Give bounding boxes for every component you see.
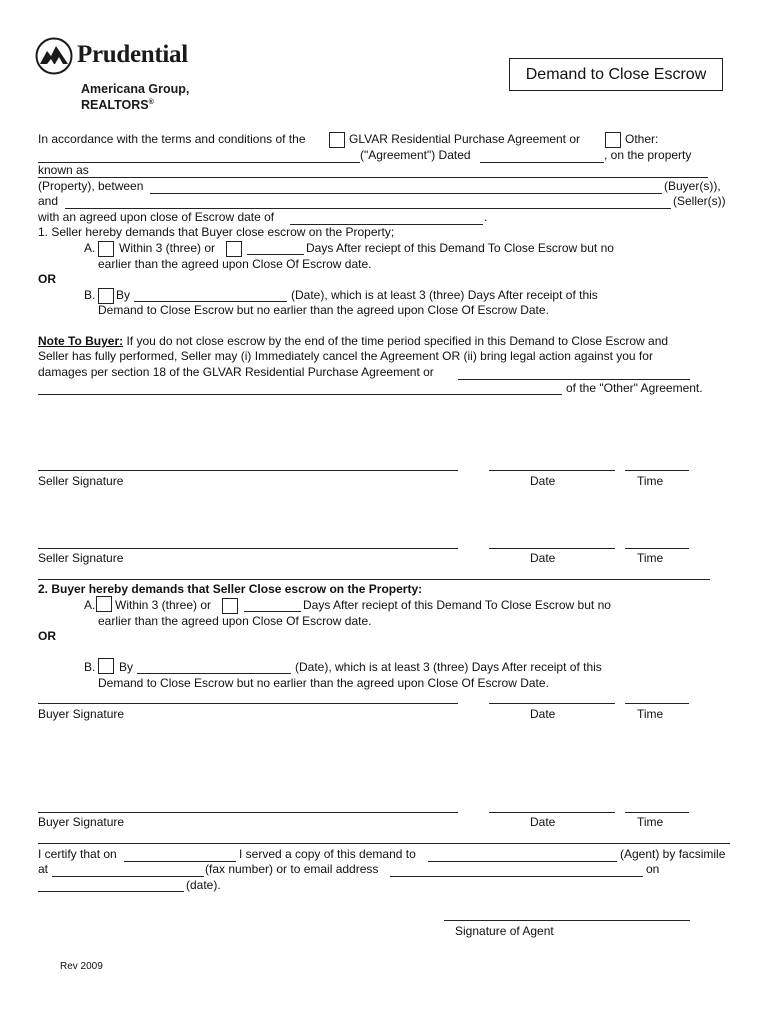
seller-time-line-2[interactable]: [625, 548, 689, 549]
buyer-signature-line-1[interactable]: [38, 703, 458, 704]
s2-a-days: Days After reciept of this Demand To Close Escrow but no: [303, 598, 611, 612]
buyer-date-label-1: Date: [530, 707, 556, 721]
note-line-3: damages per section 18 of the GLVAR Residential Purchase Agreement or: [38, 365, 434, 379]
note-line-2: Seller has fully performed, Seller may (i) Immediately cancel the Agreement OR (ii) bring legal action against you for: [38, 349, 653, 363]
sellers-field[interactable]: [65, 208, 671, 209]
known-as-label: known as: [38, 163, 89, 177]
buyer-signature-label-2: Buyer Signature: [38, 815, 125, 829]
seller-time-label-2: Time: [637, 551, 664, 565]
note-line-4: of the "Other" Agreement.: [566, 381, 703, 395]
section-divider: [38, 579, 710, 580]
s1-a-checkbox[interactable]: [98, 241, 114, 257]
form-title-box: [509, 58, 723, 91]
s1-or: OR: [38, 272, 56, 286]
glvar-label: GLVAR Residential Purchase Agreement or: [349, 132, 581, 146]
certify-l1c: (Agent) by facsimile: [620, 847, 726, 861]
section2-heading: 2. Buyer hereby demands that Seller Close escrow on the Property:: [38, 582, 423, 596]
s2-b-demand: Demand to Close Escrow but no earlier than the agreed upon Close Of Escrow Date.: [98, 676, 549, 690]
s1-b-date: (Date), which is at least 3 (three) Days After receipt of this: [291, 288, 598, 302]
s1-b-date-field[interactable]: [134, 301, 287, 302]
buyer-date-label-2: Date: [530, 815, 556, 829]
and-label: and: [38, 194, 59, 208]
s2-b-checkbox[interactable]: [98, 658, 114, 674]
revision-label: Rev 2009: [60, 961, 103, 972]
s2-b-date: (Date), which is at least 3 (three) Days After receipt of this: [295, 660, 602, 674]
buyer-signature-line-2[interactable]: [38, 812, 458, 813]
property-field[interactable]: [38, 177, 708, 178]
s2-a-within: Within 3 (three) or: [115, 598, 212, 612]
certify-l3: (date).: [186, 878, 221, 892]
property-between-label: (Property), between: [38, 179, 144, 193]
s1-a-days: Days After reciept of this Demand To Close Escrow but no: [306, 241, 614, 255]
s1-b-demand: Demand to Close Escrow but no earlier than the agreed upon Close Of Escrow Date.: [98, 303, 549, 317]
s2-a-checkbox[interactable]: [96, 596, 112, 612]
buyer-signature-label-1: Buyer Signature: [38, 707, 125, 721]
agreement-date-field[interactable]: [480, 162, 604, 163]
certify-l1b: I served a copy of this demand to: [239, 847, 416, 861]
note-other-field-1[interactable]: [458, 379, 690, 380]
intro-line-1: In accordance with the terms and conditions of the: [38, 132, 306, 146]
s2-a-earlier: earlier than the agreed upon Close Of Escrow date.: [98, 614, 372, 628]
s1-a-days-field[interactable]: [247, 254, 304, 255]
buyer-time-label-2: Time: [637, 815, 664, 829]
s1-b-label: B.: [84, 288, 96, 302]
seller-time-line-1[interactable]: [625, 470, 689, 471]
buyer-date-line-2[interactable]: [489, 812, 615, 813]
seller-signature-label-1: Seller Signature: [38, 474, 124, 488]
seller-signature-line-1[interactable]: [38, 470, 458, 471]
buyers-field[interactable]: [150, 193, 662, 194]
other-label: Other:: [625, 132, 659, 146]
s2-b-label: B.: [84, 660, 96, 674]
certify-l2c: on: [646, 862, 660, 876]
s1-a-within: Within 3 (three) or: [119, 241, 216, 255]
brand-name: Prudential: [77, 41, 188, 68]
on-property-label: , on the property: [604, 148, 692, 162]
s2-a-label: A.: [84, 598, 96, 612]
s1-a-earlier: earlier than the agreed upon Close Of Escrow date.: [98, 257, 372, 271]
buyer-time-line-2[interactable]: [625, 812, 689, 813]
email-field[interactable]: [390, 876, 643, 877]
certify-final-date-field[interactable]: [38, 891, 184, 892]
prudential-rock-logo: [35, 37, 73, 75]
certify-l2b: (fax number) or to email address: [205, 862, 379, 876]
s2-a-days-checkbox[interactable]: [222, 598, 238, 614]
agreement-dated-label: ("Agreement") Dated: [360, 148, 471, 162]
seller-date-line-1[interactable]: [489, 470, 615, 471]
agent-signature-label: Signature of Agent: [455, 924, 554, 938]
company-name: Americana Group,: [81, 82, 190, 96]
period: .: [484, 210, 488, 224]
s1-b-checkbox[interactable]: [98, 288, 114, 304]
fax-number-field[interactable]: [52, 876, 204, 877]
note-other-field-2[interactable]: [38, 394, 562, 395]
s2-or: OR: [38, 629, 56, 643]
seller-signature-label-2: Seller Signature: [38, 551, 124, 565]
other-checkbox[interactable]: [605, 132, 621, 148]
close-date-label: with an agreed upon close of Escrow date of: [38, 210, 275, 224]
seller-time-label-1: Time: [637, 474, 664, 488]
agent-signature-line[interactable]: [444, 920, 690, 921]
seller-date-line-2[interactable]: [489, 548, 615, 549]
s2-b-date-field[interactable]: [137, 673, 291, 674]
realtors-label: REALTORS®: [81, 98, 154, 112]
certify-l2a: at: [38, 862, 49, 876]
seller-date-label-2: Date: [530, 551, 556, 565]
s2-a-days-field[interactable]: [244, 611, 301, 612]
buyer-date-line-1[interactable]: [489, 703, 615, 704]
glvar-checkbox[interactable]: [329, 132, 345, 148]
buyer-time-label-1: Time: [637, 707, 664, 721]
certify-served-to-field[interactable]: [428, 861, 617, 862]
note-line-1: Note To Buyer: If you do not close escrow by the end of the time period specified in this Demand to Close Escrow and: [38, 334, 669, 348]
certify-l1a: I certify that on: [38, 847, 117, 861]
section1-heading: 1. Seller hereby demands that Buyer close escrow on the Property;: [38, 225, 395, 239]
s1-b-by: By: [116, 288, 131, 302]
buyer-time-line-1[interactable]: [625, 703, 689, 704]
buyers-label: (Buyer(s)),: [664, 179, 721, 193]
certify-divider: [38, 843, 730, 844]
s1-a-days-checkbox[interactable]: [226, 241, 242, 257]
seller-signature-line-2[interactable]: [38, 548, 458, 549]
seller-date-label-1: Date: [530, 474, 556, 488]
form-title: Demand to Close Escrow: [525, 66, 707, 83]
s2-b-by: By: [119, 660, 134, 674]
sellers-label: (Seller(s)): [673, 194, 726, 208]
note-label: Note To Buyer:: [38, 334, 124, 348]
s1-a-label: A.: [84, 241, 96, 255]
